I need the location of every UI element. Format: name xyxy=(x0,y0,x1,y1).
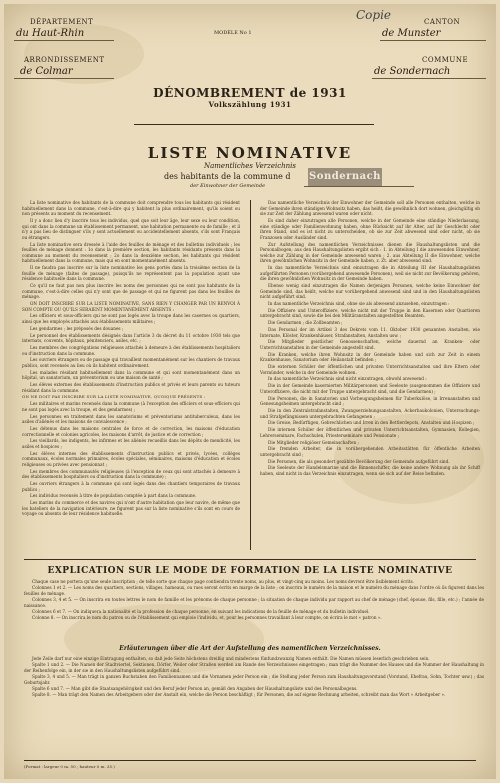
paragraph: Les membres des congrégations religieuses attachés à demeure à des établissements hospitaliers ou d'instruction dans la commune. xyxy=(22,344,240,356)
paragraph: Colonne 8. — On inscrira le nom du patron ou de l'établissement qui emploie l'individu, et, pour les personnes travaillant à leur compte, on écrira le mot « patron ». xyxy=(32,615,382,621)
paragraph: Les gendarmes ; les préposés des douanes ; xyxy=(30,325,124,331)
explanation-german-title: Erläuterungen über die Art der Aufstellung des namentlichen Verzeichnisses. xyxy=(119,645,381,652)
canton-label: CANTON xyxy=(424,18,461,26)
commune-fill-line xyxy=(304,186,414,187)
paragraph: Les élèves externes des établissements d'instruction publics et privés et leurs parents ou tuteurs résidant dans la commune. xyxy=(22,382,240,393)
paragraph: Die Greise, Bedürftigen, Gebrechlichen und Irren in den Bettlerdepots, Anstalten und Hospizen ; xyxy=(268,420,475,426)
paragraph: Les marins du commerce et des navires qui n'ont d'autre habitation que leur navire, de même que les bateliers de la navigation intérieure, ne figurent pas sur la liste nominative s'ils sont en cours de voyage ou absents de leur résidence habituelle. xyxy=(22,500,240,517)
habitants-line: des habitants de la commune d xyxy=(164,172,291,181)
paragraph: Es sind daher einzutragen alle Personen, welche in der Gemeinde eine ständige Niederlassung, eine ständige oder Familienwohnung haben, ohne Rücksicht auf ihr Alter, auf ihr Geschlecht oder ihren Stand, und es ist nicht zu unterscheiden, ob sie zur Zeit abwesend sind oder nicht, ob sie Franzosen oder Ausländer sind. xyxy=(260,217,480,240)
divider-rule xyxy=(134,124,374,125)
census-title-main: DÉNOMBREMENT de 1931 xyxy=(153,86,347,100)
habitants-german: der Einwohner der Gemeinde xyxy=(190,183,266,189)
census-title-german: Volkszählung 1931 xyxy=(208,100,292,109)
paragraph: La liste nominative sera dressée à l'aide des feuilles de ménage et des bulletins individuels ; les feuilles de ménage donnent : 1o dans la première section, les habitants résidants présents dans la commune au moment du recensement ; 2o dans la deuxième section, les habitants qui résident habituellement dans la commune, mais qui en sont momentanément absents. xyxy=(22,241,240,264)
paragraph: Die Kranken, welche ihren Wohnsitz in der Gemeinde haben und sich zur Zeit in einem Krankenhause, Sanatorium oder Heilanstalt befinden ; xyxy=(260,351,480,363)
census-title xyxy=(4,86,496,109)
paragraph: Zur Aufstellung des namentlichen Verzeichnisses dienen die Haushaltungslisten und die Personalbogen; aus den Haushaltungslisten ergibt sich : 1. in Abteilung I die anwesenden Einwohner, welche zur Zählung in der Gemeinde anwesend waren ; 2. aus Abteilung II die Einwohner, welche ihren gewöhnlichen Wohnsitz in der Gemeinde haben, z. Zt. aber abwesend sind. xyxy=(260,241,480,264)
departement-value: du Haut-Rhin xyxy=(16,28,85,39)
paragraph: In das namentliche Verzeichnis sind einzutragen die in Abteilung III der Haushaltungslisten aufgeführten Personen (vorübergehend anwesende Personen), weil sie nicht zur Bevölkerung gehören, die ihren gewöhnlichen Wohnsitz in der Gemeinde haben. xyxy=(260,265,480,282)
paragraph: ON DOIT INSCRIRE SUR LA LISTE NOMINATIVE, SANS RIEN Y CHANGER PAR UN RENVOI À SON COMPTE OU QU'ILS SERAIENT MOMENTANÉMENT ABSENTS : xyxy=(22,301,240,312)
section-rule xyxy=(24,559,476,560)
paragraph: Die in den Zentralstrafanstalten, Zwangserziehungsanstalten, Ackerbaukolonien, Untersuchungs- und Strafgefängnissen untergebrachten Gefangenen ; xyxy=(260,408,480,419)
instructions-german-column xyxy=(260,200,480,478)
paragraph: Colonnes 6 et 7. — On indiquera la nationalité et la profession de chaque personne, en suivant les indications de la feuille de ménage et du bulletin individuel. xyxy=(32,609,370,615)
paragraph: Les malades résidant habituellement dans la commune et qui sont momentanément dans un hôpital, un sanatorium, un préventorium ou une maison de santé ; xyxy=(22,369,240,381)
paragraph: Spalte 3, 4 und 5. — Man trägt in ganzen Buchstaben den Familiennamen und die Vornamen jeder Person ein ; die Stellung jeder Person zum Haushaltungsvorstand (Vorstand, Ehefrau, Sohn, Tochter usw.) ; das Geburtsjahr. xyxy=(24,674,484,685)
arrondissement-label: ARRONDISSEMENT xyxy=(24,56,105,64)
paragraph: Die externen Schüler der öffentlichen und privaten Unterrichtsanstalten und ihre Eltern oder Vormünder, welche in der Gemeinde wohnen. xyxy=(260,364,480,375)
footer-rule xyxy=(24,760,476,761)
liste-nominative-title: LISTE NOMINATIVE xyxy=(147,144,353,162)
paragraph: Les militaires et marins recensés dans la commune (à l'exception des officiers et sous-officiers qui ne sont pas logés avec la troupe, et des gendarmes) ; xyxy=(22,401,240,412)
commune-label: COMMUNE xyxy=(422,56,469,64)
paragraph: Die Seeleute der Handelsmarine und die Binnenschiffer, die keine andere Wohnung als ihr Schiff haben, sind nicht in das Verzeichnis einzutragen, wenn sie sich auf der Reise befinden. xyxy=(260,465,480,477)
paragraph: Spalte 6 und 7. — Man gibt die Staatsangehörigkeit und den Beruf jeder Person an, gemäß den Angaben der Haushaltungsliste und des Personalbogens. xyxy=(32,686,358,692)
paragraph: Spalte 8. — Man trägt den Namen des Arbeitgebers oder der Anstalt ein, welche die Person beschäftigt ; für Personen, die auf eigene Rechnung arbeiten, schreibt man das Wort « Arbeitgeber ». xyxy=(32,692,446,698)
explanation-german-body xyxy=(24,656,484,699)
paragraph: Le personnel des établissements désignés dans l'article 3 du décret du 11 octobre 1930 tels que internats, couvents, hôpitaux, pénitenciers, asiles, etc. ; xyxy=(22,332,240,344)
arrondissement-line xyxy=(14,78,114,79)
liste-nominative-german: Namentliches Verzeichnis xyxy=(203,162,296,170)
paragraph: Les ouvriers étrangers ou de passage qui travaillent momentanément sur les chantiers de travaux publics, sont recensés au lieu où ils habitent ordinairement. xyxy=(22,357,240,368)
format-footer: (Format : largeur 0 m. 50 ; hauteur 0 m. 35.) xyxy=(24,764,115,769)
paragraph: Die Gendarmen ; die Zollbeamten ; xyxy=(268,320,343,326)
commune-stamp: Sondernach xyxy=(308,168,382,186)
paragraph: Ce qu'il ne faut pas non plus inscrire les noms des personnes qui ne sont pas habitants de la commune, c'est-à-dire celles qui n'y sont que de passage et qui ne figurent pas dans les feuilles de ménage. xyxy=(22,283,240,300)
paragraph: In das namentliche Verzeichnis sind, ohne sie als abwesend anzusehen, einzutragen : xyxy=(268,301,450,307)
paragraph: Les ouvriers étrangers à la commune qui sont logés dans des chantiers temporaires de travaux publics ; xyxy=(22,481,240,492)
paragraph: Ebenso wenig sind einzutragen die Namen derjenigen Personen, welche keine Einwohner der Gemeinde sind, das heißt, welche nur vorübergehend anwesend sind und in den Haushaltungslisten nicht aufgeführt sind. xyxy=(260,283,480,300)
explanation-body xyxy=(24,579,484,622)
paragraph: Colonnes 1 et 2. — Les noms des quartiers, sections, villages, hameaux, ou rues seront écrits en marge de la liste ; on inscrira le numéro de la maison et le numéro du ménage dans l'ordre où ils figurent dans les feuilles de ménage. xyxy=(24,585,484,596)
departement-label: DÉPARTEMENT xyxy=(30,18,94,26)
paragraph: Les officiers et sous-officiers qui ne sont pas logés avec la troupe dans les casernes ou quartiers, ainsi que les employés attachés aux établissements militaires ; xyxy=(22,313,240,324)
explanation-title: EXPLICATION SUR LE MODE DE FORMATION DE LA LISTE NOMINATIVE xyxy=(47,566,453,576)
instructions-french-column xyxy=(22,200,240,518)
paragraph: Il y a donc lieu d'y inscrire tous les individus, quel que soit leur âge, leur sexe ou leur condition, qui ont dans la commune un établissement permanent, une habitation permanente ou de famille ; et il n'y a pas lieu de distinguer s'ils y sont actuellement ou accidentellement absents, s'ils sont Français ou étrangers. xyxy=(22,217,240,240)
commune-line xyxy=(372,78,486,79)
paragraph: Chaque case ne portera qu'une seule inscription ; de telle sorte que chaque page contiendra trente noms, au plus, et vingt-cinq au moins. Les noms devront être lisiblement écrits. xyxy=(32,579,414,584)
paragraph: Les élèves internes des établissements d'instruction publics et privés, lycées, collèges communaux, écoles normales primaires, écoles spéciales, séminaires, maisons d'éducation et écoles religieuses ou privées avec pensionnat ; xyxy=(22,450,240,467)
paragraph: Die Offiziere und Unteroffiziere, welche nicht mit der Truppe in den Kasernen oder Quartieren untergebracht sind, sowie die bei den Militäranstalten angestellten Beamten. xyxy=(260,307,480,319)
paragraph: Die Mitglieder geistlicher Genossenschaften, welche dauernd an Kranken- oder Unterrichtsanstalten in der Gemeinde angestellt sind. xyxy=(260,339,480,350)
departement-line xyxy=(14,40,114,41)
commune-value: de Sondernach xyxy=(374,66,451,77)
paragraph: Die fremden Arbeiter, die in vorübergehenden Arbeitsstätten für öffentliche Arbeiten untergebracht sind ; xyxy=(260,446,480,457)
copie-annotation: Copie xyxy=(356,8,392,22)
paragraph: Die in der Gemeinde kasernierten Militärpersonen und Seeleute (ausgenommen die Offiziere und Unteroffiziere, die nicht mit der Truppe untergebracht sind, und die Gendarmen) ; xyxy=(260,383,480,394)
paragraph: Les individus recensés à titre de population comptée à part dans la commune. xyxy=(30,493,197,499)
model-number: MODÈLE No 1 xyxy=(214,30,252,36)
paragraph: Die internen Schüler der öffentlichen und privaten Unterrichtsanstalten, Gymnasien, Kollegien, Lehrerseminare, Fachschulen, Priesterseminare und Pensionate ; xyxy=(260,427,480,438)
paragraph: Les détenus dans les maisons centrales de force et de correction, les maisons d'éducation correctionnelle et colonies agricoles, les maisons d'arrêt, de justice et de correction ; xyxy=(22,425,240,437)
paragraph: In das namentliche Verzeichnis sind nicht einzutragen, obwohl anwesend : xyxy=(268,376,427,382)
paragraph: Jede Zeile darf nur eine einzige Eintragung enthalten, so daß jede Seite höchstens dreißig und mindestens fünfundzwanzig Namen enthält. Die Namen müssen leserlich geschrieben sein. xyxy=(32,656,430,661)
arrondissement-value: de Colmar xyxy=(20,66,73,77)
paragraph: Les personnes en traitement dans les sanatoriums et préventoriums antituberculeux, dans les asiles d'aliénés et les maisons de convalescence ; xyxy=(22,413,240,425)
paragraph: Les membres des communautés religieuses (à l'exception de ceux qui sont attachés à demeure à des établissements hospitaliers ou d'instruction dans la commune) ; xyxy=(22,468,240,480)
paragraph: Spalte 1 und 2. — Die Namen der Stadtviertel, Sektionen, Dörfer, Weiler oder Straßen werden am Rande des Verzeichnisses eingetragen ; man trägt die Nummer des Hauses und die Nummer der Haushaltung in der Reihenfolge ein, in der sie in den Haushaltungslisten aufgeführt sind. xyxy=(24,662,484,673)
paragraph: Il ne faudra pas inscrire sur la liste nominative les gens portés dans la troisième section de la feuille de ménage (faites de passage), puisqu'ils ne représentent pas la population ayant une résidence habituelle dans la commune. xyxy=(22,265,240,282)
paragraph: Das Personal der im Artikel 3 des Dekrets vom 11. Oktober 1930 genannten Anstalten, wie Internate, Klöster, Krankenhäuser, Strafanstalten, Anstalten usw. ; xyxy=(260,326,480,338)
paragraph: Die Personen, die in Sanatorien und Vorbeugungsheimen für Tuberkulöse, in Irrenanstalten und Genesungsheimen untergebracht sind ; xyxy=(260,395,480,407)
canton-line xyxy=(380,40,486,41)
paragraph: Les vieillards, les indigents, les infirmes et les aliénés recueillis dans les dépôts de mendicité, les asiles et hospices ; xyxy=(22,438,240,449)
paragraph: Die Personen, die als gesondert gezählte Bevölkerung der Gemeinde aufgeführt sind. xyxy=(268,458,450,464)
paragraph: Colonnes 3, 4 et 5. — On inscrira en toutes lettres le nom de famille et les prénoms de chaque personne ; la situation de chaque individu par rapport au chef de ménage (chef, épouse, fils, fille, etc.) ; l'année de naissance. xyxy=(24,597,484,608)
column-divider xyxy=(250,200,251,550)
paragraph: ON NE DOIT PAS INSCRIRE SUR LA LISTE NOMINATIVE, QUOIQUE PRÉSENTS : xyxy=(22,394,206,400)
paragraph: La liste nominative des habitants de la commune doit comprendre tous les habitants qui résident habituellement dans la commune, c'est-à-dire qui y habitent la plus ordinairement, qu'ils soient ou non présents au moment du recensement. xyxy=(22,200,240,217)
document-sheet xyxy=(4,4,496,779)
paragraph: Das namentliche Verzeichnis der Einwohner der Gemeinde soll alle Personen enthalten, welche in der Gemeinde ihren ständigen Wohnsitz haben, das heißt, die gewöhnlich dort wohnen, gleichgültig ob sie zur Zeit der Zählung anwesend waren oder nicht. xyxy=(260,200,480,217)
canton-value: de Munster xyxy=(382,28,441,39)
paragraph: Die Mitglieder religiöser Gemeinschaften ; xyxy=(268,439,359,445)
